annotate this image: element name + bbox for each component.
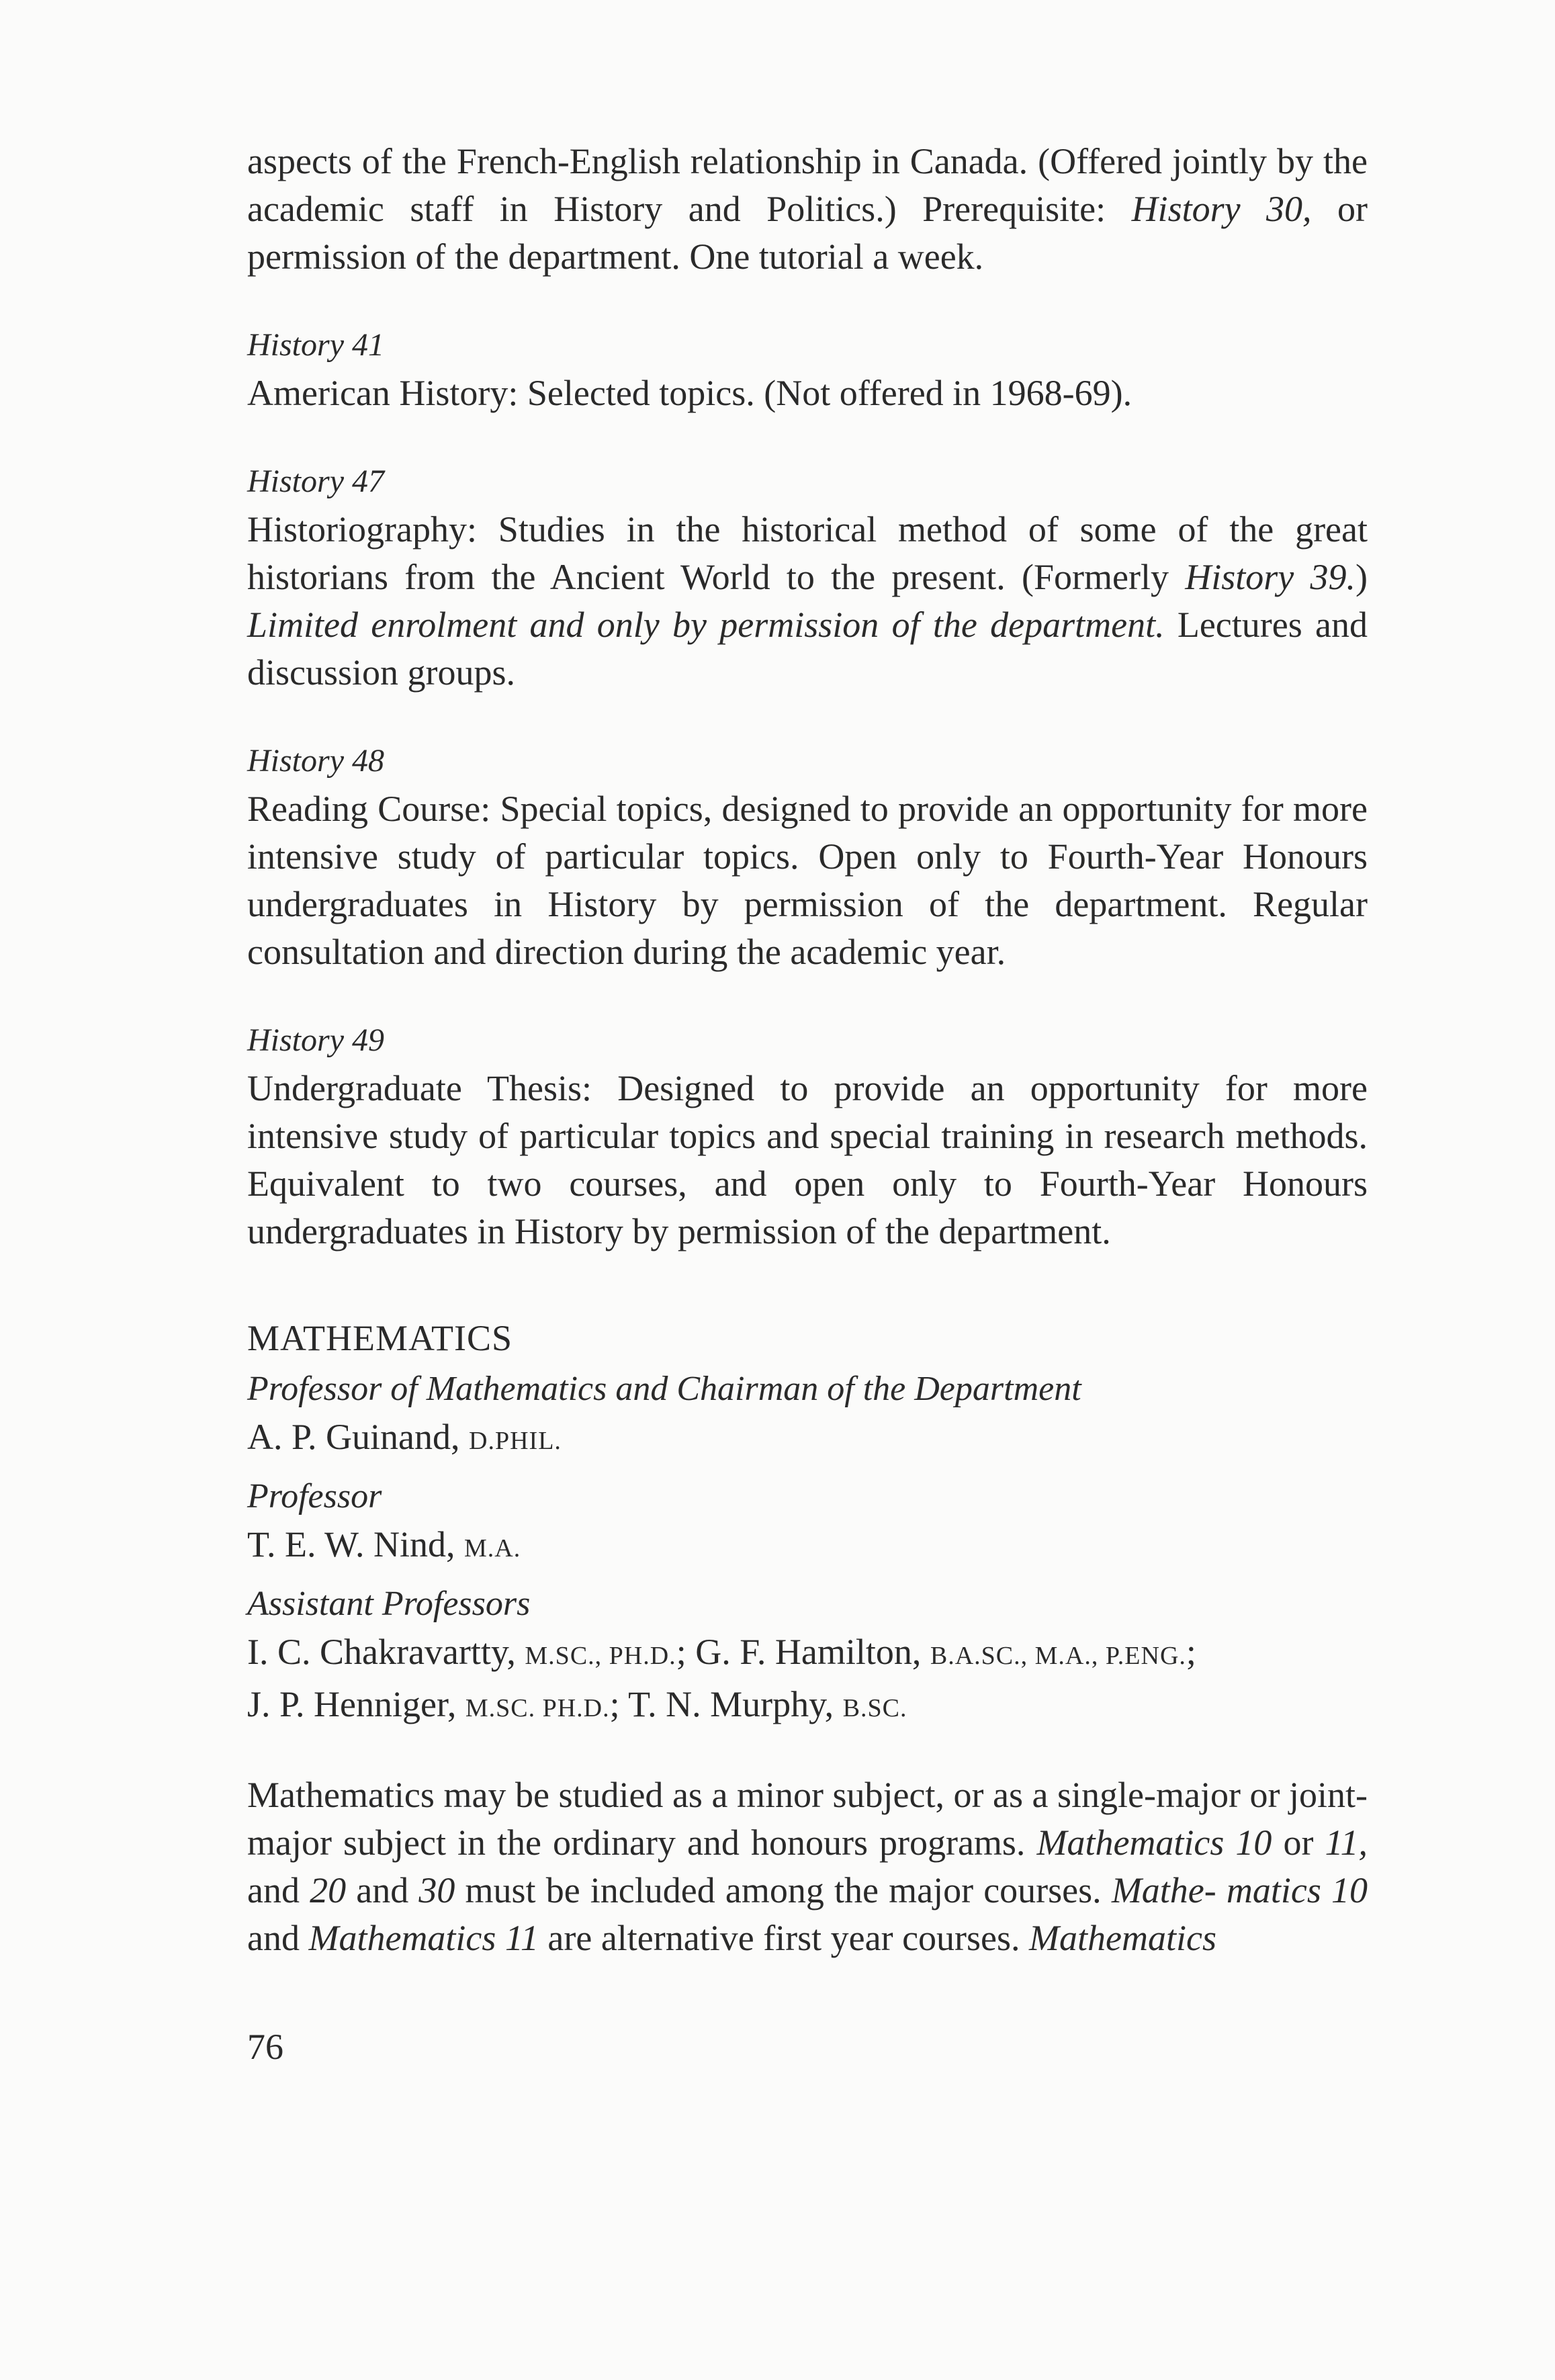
faculty-degree: M.SC. PH.D. — [465, 1694, 610, 1722]
intro-text: must be included among the major courses. — [455, 1870, 1112, 1910]
course-ref: 20 — [310, 1870, 347, 1910]
faculty-assistants-line-1 — [247, 1628, 1368, 1680]
mathematics-intro-paragraph — [247, 1771, 1368, 1962]
course-history-49 — [247, 1018, 1368, 1255]
faculty-degree: D.PHIL. — [469, 1427, 562, 1455]
course-ref: Mathe- matics 10 — [1111, 1870, 1368, 1910]
text-column — [247, 138, 1368, 1962]
course-description: American History: Selected topics. (Not offered in 1968-69). — [247, 373, 1132, 413]
opening-paragraph — [247, 138, 1368, 281]
faculty-name: ; T. N. Murphy, — [609, 1684, 843, 1724]
faculty-role-assistant: Assistant Professors — [247, 1585, 531, 1623]
faculty-name: T. E. W. Nind, — [247, 1524, 464, 1564]
course-ref: 30 — [418, 1870, 455, 1910]
faculty-degree: M.SC., PH.D. — [525, 1642, 676, 1670]
intro-text: and — [247, 1918, 309, 1958]
course-number: History 48 — [247, 743, 384, 779]
separator: ; — [1186, 1632, 1196, 1672]
faculty-professor — [247, 1520, 1368, 1573]
description-text: Lectures and discussion groups. — [247, 605, 1368, 693]
intro-text: are alternative first year courses. — [538, 1918, 1030, 1958]
faculty-degree: M.A. — [464, 1534, 521, 1562]
course-description: Reading Course: Special topics, designed to provide an opportunity for more intensive study of particular topics. Open only to Fourth-Year Honours undergraduates in History by permission of the department. Regular consultation and direction during the academic year. — [247, 789, 1368, 972]
faculty-chair — [247, 1413, 1368, 1465]
opening-text-1: aspects of the French-English relationship in Canada. (Offered jointly by the academic staff in History and Politics.) Prerequisite: — [247, 141, 1368, 229]
faculty-assistants-line-2 — [247, 1680, 1368, 1732]
faculty-degree: B.SC. — [842, 1694, 907, 1722]
faculty-role-professor: Professor — [247, 1477, 382, 1515]
faculty-name: ; G. F. Hamilton, — [676, 1632, 930, 1672]
faculty-name: I. C. Chakravartty, — [247, 1632, 525, 1672]
course-description: Undergraduate Thesis: Designed to provide an opportunity for more intensive study of particular topics and special training in research methods. Equivalent to two courses, and open only to Fourth-Year Honours undergraduates in History by permission of the department. — [247, 1068, 1368, 1251]
course-number: History 47 — [247, 464, 384, 499]
enrolment-note: Limited enrolment and only by permission of the department. — [247, 605, 1165, 645]
course-history-41 — [247, 322, 1368, 417]
intro-text: Mathematics may be studied as a minor subject, or as a single-major or joint-major subject in the ordinary and honours programs. — [247, 1775, 1368, 1863]
faculty-name: J. P. Henniger, — [247, 1684, 465, 1724]
course-number: History 41 — [247, 327, 384, 363]
course-history-48 — [247, 738, 1368, 976]
course-ref: 11, — [1325, 1822, 1368, 1863]
opening-course-ref: History 30, — [1131, 189, 1312, 229]
description-text: Historiography: Studies in the historical method of some of the great historians from the Ancient World to the present. (Formerly — [247, 509, 1368, 597]
opening-text-2: or permission of the department. One tutorial a week. — [247, 189, 1368, 277]
course-ref: Mathematics 11 — [308, 1918, 539, 1958]
page-number: 76 — [247, 2027, 283, 2067]
faculty-degree: B.A.SC., M.A., P.ENG. — [930, 1642, 1186, 1670]
faculty-role-chair: Professor of Mathematics and Chairman of the Department — [247, 1370, 1081, 1408]
course-ref: Mathematics 10 — [1036, 1822, 1272, 1863]
faculty-name: A. P. Guinand, — [247, 1417, 470, 1457]
course-ref: Mathematics — [1029, 1918, 1216, 1958]
section-heading-mathematics: MATHEMATICS — [247, 1318, 513, 1358]
course-ref: History 39. — [1185, 557, 1356, 597]
intro-text: and — [247, 1870, 310, 1910]
intro-text: and — [346, 1870, 419, 1910]
course-number: History 49 — [247, 1022, 384, 1058]
course-history-47 — [247, 459, 1368, 697]
intro-text: or — [1272, 1822, 1325, 1863]
course-description — [247, 506, 1368, 697]
description-text: ) — [1356, 557, 1368, 597]
